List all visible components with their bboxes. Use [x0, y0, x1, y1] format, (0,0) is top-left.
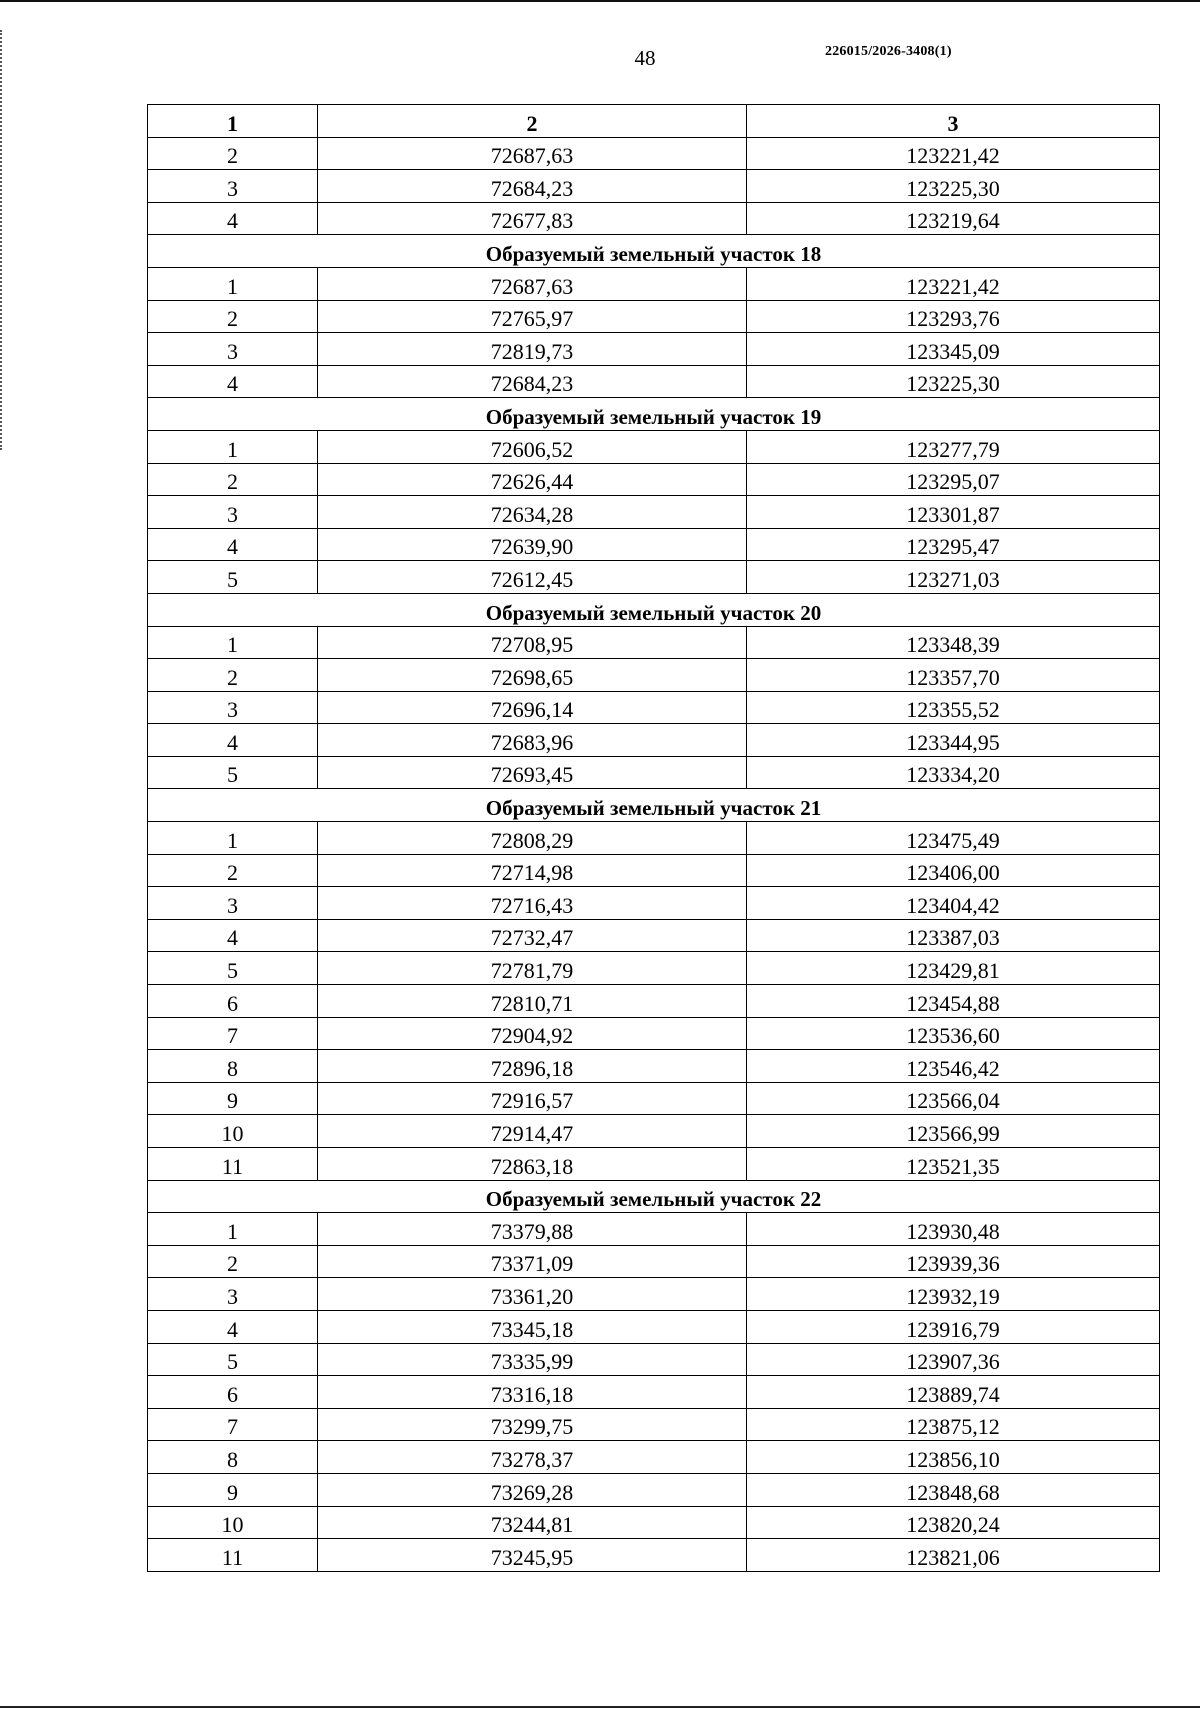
x-coordinate-cell: 72612,45 [318, 561, 747, 594]
x-coordinate-cell: 72698,65 [318, 659, 747, 692]
table-row [148, 1408, 1160, 1441]
table-header [148, 105, 1160, 138]
y-coordinate-cell: 123536,60 [747, 1017, 1160, 1050]
point-number-cell: 4 [148, 528, 318, 561]
section-row [148, 593, 1160, 626]
table-row [148, 496, 1160, 529]
x-coordinate-cell: 72732,47 [318, 919, 747, 952]
y-coordinate-cell: 123566,04 [747, 1082, 1160, 1115]
x-coordinate-cell: 72684,23 [318, 365, 747, 398]
x-coordinate-cell: 73361,20 [318, 1278, 747, 1311]
table-row [148, 1115, 1160, 1148]
y-coordinate-cell: 123521,35 [747, 1148, 1160, 1181]
table-row [148, 756, 1160, 789]
y-coordinate-cell: 123271,03 [747, 561, 1160, 594]
point-number-cell: 5 [148, 1343, 318, 1376]
table-body [148, 137, 1160, 1571]
y-coordinate-cell: 123475,49 [747, 822, 1160, 855]
x-coordinate-cell: 72687,63 [318, 137, 747, 170]
y-coordinate-cell: 123404,42 [747, 887, 1160, 920]
header-row [148, 105, 1160, 138]
section-title: Образуемый земельный участок 22 [148, 1180, 1160, 1213]
y-coordinate-cell: 123221,42 [747, 137, 1160, 170]
section-row [148, 398, 1160, 431]
x-coordinate-cell: 72626,44 [318, 463, 747, 496]
point-number-cell: 2 [148, 463, 318, 496]
section-title: Образуемый земельный участок 18 [148, 235, 1160, 268]
table-row [148, 202, 1160, 235]
point-number-cell: 8 [148, 1441, 318, 1474]
y-coordinate-cell: 123221,42 [747, 267, 1160, 300]
point-number-cell: 2 [148, 659, 318, 692]
x-coordinate-cell: 72916,57 [318, 1082, 747, 1115]
x-coordinate-cell: 73371,09 [318, 1245, 747, 1278]
table-row [148, 430, 1160, 463]
scan-top-edge [0, 0, 1200, 2]
x-coordinate-cell: 72781,79 [318, 952, 747, 985]
y-coordinate-cell: 123225,30 [747, 170, 1160, 203]
table-row [148, 1473, 1160, 1506]
y-coordinate-cell: 123454,88 [747, 985, 1160, 1018]
x-coordinate-cell: 72606,52 [318, 430, 747, 463]
point-number-cell: 3 [148, 691, 318, 724]
x-coordinate-cell: 72765,97 [318, 300, 747, 333]
y-coordinate-cell: 123225,30 [747, 365, 1160, 398]
point-number-cell: 10 [148, 1506, 318, 1539]
x-coordinate-cell: 73269,28 [318, 1473, 747, 1506]
point-number-cell: 10 [148, 1115, 318, 1148]
table-row [148, 1213, 1160, 1246]
x-coordinate-cell: 72863,18 [318, 1148, 747, 1181]
x-coordinate-cell: 73335,99 [318, 1343, 747, 1376]
point-number-cell: 3 [148, 496, 318, 529]
scan-bottom-edge [0, 1706, 1200, 1708]
y-coordinate-cell: 123932,19 [747, 1278, 1160, 1311]
y-coordinate-cell: 123566,99 [747, 1115, 1160, 1148]
x-coordinate-cell: 73245,95 [318, 1539, 747, 1572]
x-coordinate-cell: 72696,14 [318, 691, 747, 724]
point-number-cell: 4 [148, 365, 318, 398]
section-row [148, 789, 1160, 822]
y-coordinate-cell: 123848,68 [747, 1473, 1160, 1506]
table-row [148, 561, 1160, 594]
y-coordinate-cell: 123821,06 [747, 1539, 1160, 1572]
x-coordinate-cell: 72819,73 [318, 333, 747, 366]
x-coordinate-cell: 73379,88 [318, 1213, 747, 1246]
document-code: 226015/2026-3408(1) [825, 44, 952, 59]
page-number: 48 [634, 46, 656, 70]
table-row [148, 1310, 1160, 1343]
table-row [148, 887, 1160, 920]
x-coordinate-cell: 73278,37 [318, 1441, 747, 1474]
y-coordinate-cell: 123344,95 [747, 724, 1160, 757]
point-number-cell: 2 [148, 854, 318, 887]
y-coordinate-cell: 123546,42 [747, 1050, 1160, 1083]
x-coordinate-cell: 72808,29 [318, 822, 747, 855]
y-coordinate-cell: 123387,03 [747, 919, 1160, 952]
table-row [148, 1441, 1160, 1474]
section-title: Образуемый земельный участок 20 [148, 593, 1160, 626]
point-number-cell: 1 [148, 626, 318, 659]
table-row [148, 1017, 1160, 1050]
y-coordinate-cell: 123293,76 [747, 300, 1160, 333]
point-number-cell: 11 [148, 1539, 318, 1572]
x-coordinate-cell: 72716,43 [318, 887, 747, 920]
table-row [148, 626, 1160, 659]
y-coordinate-cell: 123939,36 [747, 1245, 1160, 1278]
section-row [148, 1180, 1160, 1213]
point-number-cell: 8 [148, 1050, 318, 1083]
table-row [148, 333, 1160, 366]
y-coordinate-cell: 123406,00 [747, 854, 1160, 887]
y-coordinate-cell: 123930,48 [747, 1213, 1160, 1246]
x-coordinate-cell: 73299,75 [318, 1408, 747, 1441]
table-row [148, 1376, 1160, 1409]
y-coordinate-cell: 123301,87 [747, 496, 1160, 529]
section-row [148, 235, 1160, 268]
point-number-cell: 2 [148, 137, 318, 170]
y-coordinate-cell: 123916,79 [747, 1310, 1160, 1343]
x-coordinate-cell: 72684,23 [318, 170, 747, 203]
table-row [148, 822, 1160, 855]
point-number-cell: 9 [148, 1082, 318, 1115]
y-coordinate-cell: 123856,10 [747, 1441, 1160, 1474]
table-row [148, 528, 1160, 561]
x-coordinate-cell: 72634,28 [318, 496, 747, 529]
x-coordinate-cell: 72677,83 [318, 202, 747, 235]
point-number-cell: 9 [148, 1473, 318, 1506]
y-coordinate-cell: 123295,07 [747, 463, 1160, 496]
y-coordinate-cell: 123429,81 [747, 952, 1160, 985]
point-number-cell: 1 [148, 267, 318, 300]
table-row [148, 1050, 1160, 1083]
point-number-cell: 7 [148, 1017, 318, 1050]
table-row [148, 952, 1160, 985]
table-row [148, 1343, 1160, 1376]
x-coordinate-cell: 72683,96 [318, 724, 747, 757]
x-coordinate-cell: 73345,18 [318, 1310, 747, 1343]
section-title: Образуемый земельный участок 19 [148, 398, 1160, 431]
x-coordinate-cell: 72914,47 [318, 1115, 747, 1148]
x-coordinate-cell: 73244,81 [318, 1506, 747, 1539]
y-coordinate-cell: 123219,64 [747, 202, 1160, 235]
y-coordinate-cell: 123889,74 [747, 1376, 1160, 1409]
table-row [148, 300, 1160, 333]
point-number-cell: 11 [148, 1148, 318, 1181]
table-row [148, 659, 1160, 692]
point-number-cell: 6 [148, 985, 318, 1018]
section-title: Образуемый земельный участок 21 [148, 789, 1160, 822]
x-coordinate-cell: 72639,90 [318, 528, 747, 561]
x-coordinate-cell: 72714,98 [318, 854, 747, 887]
table-row [148, 463, 1160, 496]
table-row [148, 137, 1160, 170]
y-coordinate-cell: 123820,24 [747, 1506, 1160, 1539]
point-number-cell: 1 [148, 430, 318, 463]
x-coordinate-cell: 73316,18 [318, 1376, 747, 1409]
point-number-cell: 5 [148, 561, 318, 594]
column-header-1: 1 [148, 105, 318, 138]
x-coordinate-cell: 72904,92 [318, 1017, 747, 1050]
y-coordinate-cell: 123357,70 [747, 659, 1160, 692]
x-coordinate-cell: 72687,63 [318, 267, 747, 300]
point-number-cell: 4 [148, 919, 318, 952]
point-number-cell: 4 [148, 202, 318, 235]
y-coordinate-cell: 123277,79 [747, 430, 1160, 463]
point-number-cell: 2 [148, 1245, 318, 1278]
point-number-cell: 7 [148, 1408, 318, 1441]
point-number-cell: 1 [148, 1213, 318, 1246]
point-number-cell: 1 [148, 822, 318, 855]
point-number-cell: 3 [148, 333, 318, 366]
table-row [148, 1245, 1160, 1278]
point-number-cell: 3 [148, 170, 318, 203]
point-number-cell: 3 [148, 887, 318, 920]
point-number-cell: 6 [148, 1376, 318, 1409]
column-header-3: 3 [747, 105, 1160, 138]
scan-margin-marks [0, 30, 6, 450]
table-row [148, 1506, 1160, 1539]
table-row [148, 724, 1160, 757]
column-header-2: 2 [318, 105, 747, 138]
point-number-cell: 5 [148, 952, 318, 985]
y-coordinate-cell: 123348,39 [747, 626, 1160, 659]
table-row [148, 365, 1160, 398]
x-coordinate-cell: 72708,95 [318, 626, 747, 659]
x-coordinate-cell: 72810,71 [318, 985, 747, 1018]
coordinates-table [147, 104, 1160, 1572]
point-number-cell: 4 [148, 1310, 318, 1343]
y-coordinate-cell: 123295,47 [747, 528, 1160, 561]
x-coordinate-cell: 72896,18 [318, 1050, 747, 1083]
table-row [148, 267, 1160, 300]
table-row [148, 919, 1160, 952]
table-row [148, 1539, 1160, 1572]
point-number-cell: 5 [148, 756, 318, 789]
x-coordinate-cell: 72693,45 [318, 756, 747, 789]
y-coordinate-cell: 123355,52 [747, 691, 1160, 724]
y-coordinate-cell: 123907,36 [747, 1343, 1160, 1376]
point-number-cell: 3 [148, 1278, 318, 1311]
table-row [148, 1148, 1160, 1181]
table-row [148, 854, 1160, 887]
point-number-cell: 2 [148, 300, 318, 333]
point-number-cell: 4 [148, 724, 318, 757]
table-row [148, 691, 1160, 724]
table-row [148, 985, 1160, 1018]
y-coordinate-cell: 123875,12 [747, 1408, 1160, 1441]
table-row [148, 1082, 1160, 1115]
y-coordinate-cell: 123345,09 [747, 333, 1160, 366]
table-row [148, 170, 1160, 203]
table-row [148, 1278, 1160, 1311]
y-coordinate-cell: 123334,20 [747, 756, 1160, 789]
